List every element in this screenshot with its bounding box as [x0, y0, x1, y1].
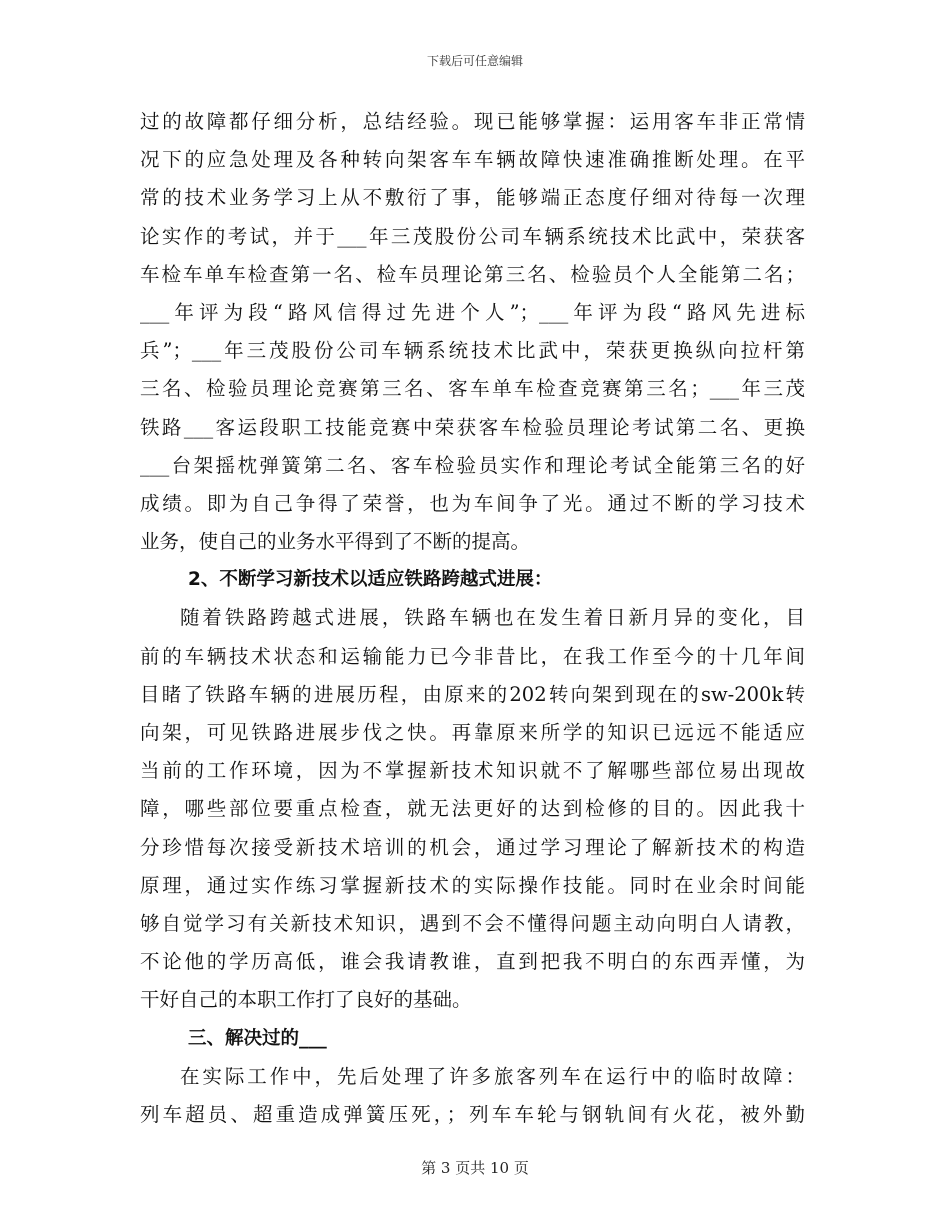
body-line: 目睹了铁路车辆的进展历程，由原来的202转向架到现在的sw-200k转 [140, 682, 805, 706]
body-line: 前的车辆技术状态和运输能力已今非昔比，在我工作至今的十几年间 [140, 644, 805, 668]
body-line: 障，哪些部位要重点检查，就无法更好的达到检修的目的。因此我十 [140, 797, 805, 821]
body-line: ___台架摇枕弹簧第二名、客车检验员实作和理论考试全能第三名的好 [140, 453, 805, 477]
body-line: 兵”；___年三茂股份公司车辆系统技术比武中，荣获更换纵向拉杆第 [140, 339, 805, 363]
document-body [140, 103, 805, 1134]
section-heading: 三、解决过的___ [188, 1027, 327, 1049]
body-line: 分珍惜每次接受新技术培训的机会，通过学习理论了解新技术的构造 [140, 835, 805, 859]
body-line: 业务，使自己的业务水平得到了不断的提高。 [140, 530, 531, 554]
body-line: 车检车单车检查第一名、检车员理论第三名、检验员个人全能第二名； [140, 262, 805, 286]
body-line: 够自觉学习有关新技术知识，遇到不会不懂得问题主动向明白人请教， [140, 911, 805, 935]
body-line: 三名、检验员理论竞赛第三名、客车单车检查竞赛第三名；___年三茂 [140, 377, 805, 401]
body-line: 随着铁路跨越式进展，铁路车辆也在发生着日新月异的变化，目 [180, 606, 805, 630]
body-line: 当前的工作环境，因为不掌握新技术知识就不了解哪些部位易出现故 [140, 759, 805, 783]
body-line: 成绩。即为自己争得了荣誉，也为车间争了光。通过不断的学习技术 [140, 491, 805, 515]
body-line: 在实际工作中，先后处理了许多旅客列车在运行中的临时故障： [180, 1064, 805, 1088]
page-header: 下载后可任意编辑 [426, 54, 523, 68]
body-line: 过的故障都仔细分析，总结经验。现已能够掌握：运用客车非正常情 [140, 110, 805, 133]
body-line: 况下的应急处理及各种转向架客车车辆故障快速准确推断处理。在平 [140, 148, 805, 172]
body-line: 原理，通过实作练习掌握新技术的实际操作技能。同时在业余时间能 [140, 873, 805, 897]
body-line: 常的技术业务学习上从不敷衍了事，能够端正态度仔细对待每一次理 [140, 186, 805, 210]
body-line: 列车超员、超重造成弹簧压死，；列车车轮与钢轨间有火花，被外勤 [140, 1102, 805, 1126]
body-line: 干好自己的本职工作打了良好的基础。 [140, 988, 472, 1012]
body-line: ___年评为段“路风信得过先进个人”；___年评为段“路风先进标 [140, 300, 805, 324]
body-line: 铁路___客运段职工技能竞赛中荣获客车检验员理论考试第二名、更换 [140, 415, 805, 439]
section-heading: 2、不断学习新技术以适应铁路跨越式进展： [188, 569, 553, 591]
body-line: 论实作的考试，并于___年三茂股份公司车辆系统技术比武中，荣获客 [140, 224, 805, 248]
body-line: 不论他的学历高低，谁会我请教谁，直到把我不明白的东西弄懂，为 [140, 950, 805, 974]
page-footer: 第 3 页共 10 页 [421, 1159, 529, 1177]
body-line: 向架，可见铁路进展步伐之快。再靠原来所学的知识已远远不能适应 [140, 721, 805, 744]
